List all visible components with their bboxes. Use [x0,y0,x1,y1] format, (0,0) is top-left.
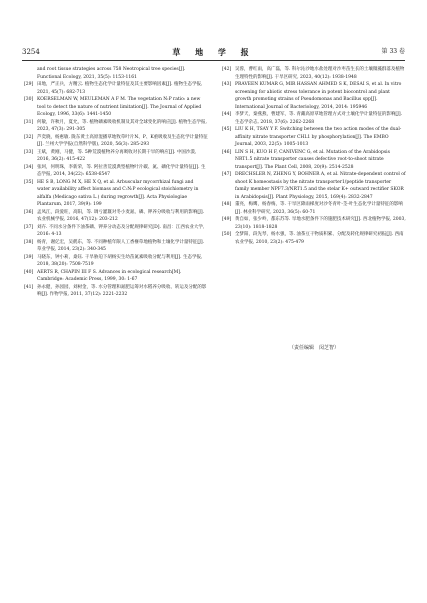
reference-entry [24,284,208,299]
reference-number: [34] [24,164,34,170]
reference-number: [50] [222,232,232,237]
reference-entry [24,179,208,209]
reference-entry [24,134,208,149]
reference-text: KOERSELMAN W, MEULEMAN A F M. The vegetation N:P ratio: a new tool to detect the nature of nutrient limitation[J]. The Journal of Applied Ecology, 1996, 33(6): 1441-1450 [37,97,202,117]
page-header [22,45,405,59]
reference-text: 田地，严正兵，方精云. 植物生态化学计量特征及其主要影响因素[J]. 植物生态学报, 2021, 45(7): 682-713 [37,82,203,95]
page-number: 3254 [22,48,40,56]
reference-text: HE S B, LONG M X, HE X Q, et al. Arbuscular mycorrhizal fungi and water availability affect biomass and C:N:P ecological stoichiometry in alfalfa (Medicago sativa L.) during regrowth[J]. Acta Physiologiae Plantarum, 2017, 39(9): 199 [37,179,199,207]
reference-number: [40] [24,269,34,275]
reference-text: 何敏，许秋月，夏允，等. 植物磷素吸收机制及其对全球变化的响应[J]. 植物生态学报, 2023, 47(3): 291-305 [37,119,207,132]
reference-number: [49] [222,217,232,222]
reference-entry [222,66,406,81]
reference-text: AERTS R, CHAPIN III F S. Advances in ecological research[M]. Cambridge: Academic Press, 1999, 30: 1-67 [37,269,182,282]
reference-entry [24,224,208,239]
reference-text: 黄自如，张少岭，都东苏等. 旱地水肥条件下的施肥技术研究[J]. 西北植物学报, 2003, 23(10): 1818-1828 [235,217,406,230]
reference-text: 刘卉. 不同水分条件下油茶磷、钾养分动态及分配规律研究[D]. 南昌：江西农业大学, 2016: 4-13 [37,224,205,237]
reference-entry [24,254,208,269]
reference-text: LIU K H, TSAY Y F. Switching between the two action modes of the dual-affinity nitrate transporter CHL1 by phosphorylation[J]. The EMBO Journal, 2003, 22(5): 1005-1013 [235,127,402,147]
reference-text: 芦奕晓，杨惠敏. 陇东黄土高原混播草地牧草叶片N、P、K重吸收及生态化学计量特征[J]. 兰州大学学报(自然科学版), 2020, 56(3): 285-293 [37,134,208,147]
reference-text: LIN S H, KUO H F, CANIVENC G, et al. Mutation of the Arabidopsis NRT1.5 nitrate transporter causes defective root-to-shoot nitrate transport[J]. The Plant Cell, 2008, 20(9): 2514-2528 [235,149,390,170]
editor-credit: （责任编辑 闵芝智） [288,345,339,351]
reference-entry [222,231,406,246]
reference-number: [46] [222,149,232,155]
reference-entry [222,126,406,149]
reference-number: [31] [24,119,34,125]
reference-number: [44] [222,112,232,117]
reference-text: 董亮，梅鹰，杨春梅，等. 干旱区降雨梯度对沙冬青叶-茎-叶生态化学计量特征的影响[J]. 林业科学研究, 2023, 36(5): 60-71 [235,202,403,215]
reference-entry [24,269,208,284]
left-reference-list [24,81,208,299]
reference-entry [24,164,208,179]
reference-number: [32] [24,134,34,140]
reference-number: [43] [222,82,232,87]
reference-text: 杨青，谢亿宏，吴鹤东，等. 不同种植年限人工香榧草地植物和土壤化学计量特征[J]. 草业学报, 2014, 23(2): 340-345 [37,239,205,252]
reference-entry [24,119,208,134]
reference-number: [45] [222,127,232,132]
reference-number: [41] [24,284,34,290]
reference-text: 全梦阳，段先琴，杨水强，等. 油茶豆干物质积累、分配及转化规律研究初报[J]. 西南农业学报, 2010, 23(2): 475-479 [235,232,404,245]
reference-number: [37] [24,224,34,230]
left-column [24,66,208,299]
reference-text: 张珂，何明珠，李新荣，等. 阿拉善荒漠典型植物叶片碳、氮、磷化学计量特征[J]. 生态学报, 2014, 34(22): 6538-6547 [37,164,206,177]
reference-number: [33] [24,149,34,155]
header-rule [22,60,405,61]
reference-text: 王斌，黄刚，马健，等. 5种荒漠植物养分再吸收对长期干旱的响应[J]. 中国沙漠, 2016, 36(2): 415-422 [37,149,197,162]
reference-entry [24,239,208,254]
reference-number: [47] [222,172,232,177]
reference-entry [222,111,406,126]
reference-text: DRECHSLER N, ZHENG Y, BOHNER A, et al. Nitrate-dependent control of shoot K homeostasis by the nitrate transporter1/peptide transporter family member NPF7.3/NRT1.5 and the stelar K+ outward rectifier SKOR in Arabidopsis[J]. Plant Physiology, 2015, 169(4): 2832-2847 [235,172,406,200]
reference-number: [38] [24,239,34,245]
reference-number: [39] [24,254,34,260]
reference-entry [24,149,208,164]
reference-number: [35] [24,179,34,185]
reference-entry [24,81,208,96]
reference-entry [222,149,406,172]
reference-text: 吴蓉，曹红雨，高广磊，等. 科尔沁沙地水盐处理对沙枣苗生长的土壤微藻群落及植物生理特性的影响[J]. 干旱区研究, 2023, 40(12): 1938-1948 [235,67,405,80]
reference-entry [222,201,406,216]
reference-entry [222,81,406,111]
right-column [222,66,406,246]
reference-text: 马晓东，钟小莉，桑钰. 干旱胁迫下胡杨实生幼苗氮素吸收分配与利用[J]. 生态学报, 2018, 38(20): 7508-7519 [37,254,203,267]
reference-number: [48] [222,202,232,207]
reference-entry [222,171,406,201]
right-reference-list [222,66,406,246]
reference-number: [36] [24,209,34,215]
reference-text: 孙永健，孙园园，刘树金，等. 水分管理和氮肥运筹对水稻养分吸收、转运及分配的影响[J]. 作物学报, 2011, 37(12): 2221-2232 [37,284,207,297]
reference-number: [30] [24,97,34,102]
reference-number: [29] [24,82,34,87]
reference-entry [222,216,406,231]
reference-text: 孟凤江，段爱旺，高阳，等. 调亏灌溉对冬小麦氮、磷、钾养分吸收与利用的影响[J]. 农业机械学报, 2016, 47(12): 203-212 [37,209,205,222]
reference-text: PRAVEEN KUMAR G, MIR HASSAN AHMED S K, DESAI S, et al. In vitro screening for abiotic stress tolerance in potent biocontrol and plant growth promoting strains of Pseudomonas and Bacillus spp[J]. International Journal of Bacteriology, 2014, 2014: 195946 [235,82,402,110]
volume-label: 第 33 卷 [381,48,405,55]
reference-text: 李梦天，秦燕燕，曹建军，等. 青藏高原草地管理方式对土壤化学计量特征的影响[J]. 生态学杂志, 2018, 37(6): 2262-2268 [235,112,403,125]
reference-entry [24,96,208,119]
journal-title: 草 地 学 报 [172,47,255,57]
reference-number: [42] [222,67,232,72]
reference-entry [24,209,208,224]
reference-continuation: and root tissue strategies across 758 Neotropical tree species[J]. Functional Ecology, 2021, 35(5): 1153-1161 [37,67,186,80]
